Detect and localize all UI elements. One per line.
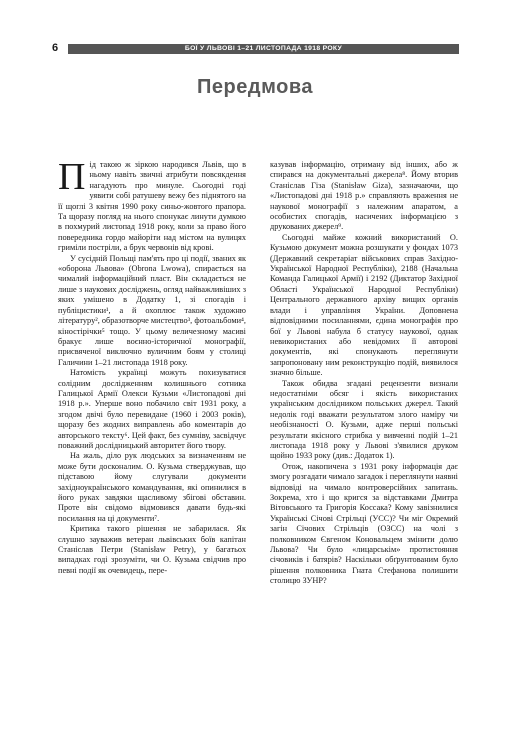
- paragraph: казував інформацію, отриману від інших, або ж спирався на документальні джерела⁸. Йому вторив Станіслав Гіза (Stanisław Giza), зазначаючи, що «Листопадові дні 1918 р.» справляють враження не наукової монографії з належним апаратом, а особистих спогадів, насичених інформацією з друкованих джерел⁹.: [270, 160, 458, 232]
- page-number: 6: [52, 42, 59, 54]
- text-column-right: [270, 160, 458, 680]
- running-header: [52, 43, 459, 56]
- paragraph: Також обидва згадані рецензенти визнали недостатніми обсяг і якість використаних українським дослідником польських джерел. Такий недолік годі вважати результатом злого наміру чи необізнаності О. Кузьми, адже перші польські результати якісного стрибка у вивченні подій 1–21 листопада 1918 року у Львові з'явилися друком щойно 1933 року (див.: Додаток 1).: [270, 378, 458, 461]
- text-column-left: [58, 160, 246, 680]
- page-title: Передмова: [197, 76, 313, 98]
- paragraph: [58, 160, 246, 254]
- paragraph: Сьогодні майже кожний використаний О. Кузьмою документ можна розшукати у фондах 1073 (Державний секретаріат військових справ Західно-Української Народної Республіки), 2188 (Начальна Команда Галицької Армії) і 2192 (Диктатор Західної Області Української Народної Республіки) Центрального державного архіву вищих органів влади і управління України. Доповнена відповідними посиланнями, єдина монографія про бої у Львові набула б статусу наукової, однак невикористаних або невідомих її авторові документів, які спонукають переглянути запропоновану ним реконструкцію подій, виявилося значно більше.: [270, 232, 458, 378]
- paragraph: У сусідній Польщі пам'ять про ці події, званих як «оборона Львова» (Obrona Lwowa), спирається на чималий інформаційний пласт. Він складається не лише з наукових досліджень, огляд найважливіших з яких умішено в Додатку 1, зі спогадів і публіцистики¹, а й охоплює також художню літературу², образотворче мистецтво³, фотоальбоми⁴, кіностірічки⁵ тощо. У цьому величезному масиві бракує лише воєнно-історичної монографії, присвяченої виключно вуличним боям у столиці Галичини 1–21 листопада 1918 року.: [58, 253, 246, 367]
- drop-cap: П: [58, 160, 86, 198]
- paragraph-text: ід такою ж зіркою народився Львів, що в ньому навіть звичні атрибути повсякдення нагадують про минуле. Сьогодні годі уявити собі ратушеву вежу без піднятого на її щоглі 3 квітня 1990 року синьо-жовтого прапора. Та щоразу погляд на нього спонукає линути думкою в похмурий листопад 1918 року, коли за право його повередника гордо майоріти над містом на вулицях гриміли постріли, а брук червонів від крові.: [58, 160, 246, 253]
- running-title: БОЇ У ЛЬВОВІ 1–21 ЛИСТОПАДА 1918 РОКУ: [68, 44, 459, 54]
- paragraph: Отож, накопичена з 1931 року інформація дає змогу розгадати чимало загадок і переглянути наявні відповіді на чимало контроверсійних запитань. Зокрема, хто і що кригся за відставками Дмитра Вітовського та Григорія Коссака? Кому завізнилися Українські Січові Стрільці (УСС)? Чи міг Окремий загін Січових Стрільців (ОЗСС) на чолі з полковником Євгеном Коновальцем змінити долю Львова? Чи було «лицарськім» протистояння січовиків і батярів? Наскільки обґрунтованим було рішення полковника Гната Стефанова полишити столицю ЗУНР?: [270, 461, 458, 586]
- paragraph: Натомість українці можуть похизуватися солідним дослідженням колишнього сотника Галицької Армії Олекси Кузьми «Листопадові дні 1918 р.». Уперше воно побачило світ 1931 року, а згодом двічі було перевидане (1960 і 2003 років), щоразу без жодних виправлень або коментарів до авторського тексту⁶. Цей факт, без сумніву, засвідчує поважний дослідницький авторитет його твору.: [58, 368, 246, 450]
- paragraph: Критика такого рішення не забарилася. Як слушно зауважив ветеран львівських боїв капітан Станіслав Петри (Stanisław Petry), у багатьох випадках годі зрозуміти, чи О. Кузьма свідчив про певні події як очевидець, пере-: [58, 524, 246, 575]
- paragraph: На жаль, діло рук людських за визначенням не може бути досконалим. О. Кузьма стверджував, що підставою йому слугували документи західноукраїнського командування, які опинилися в його руках завдяки щасливому збігові обставин. Проте він свідомо відмовився давати будь-які посилання на ці документи⁷.: [58, 451, 246, 523]
